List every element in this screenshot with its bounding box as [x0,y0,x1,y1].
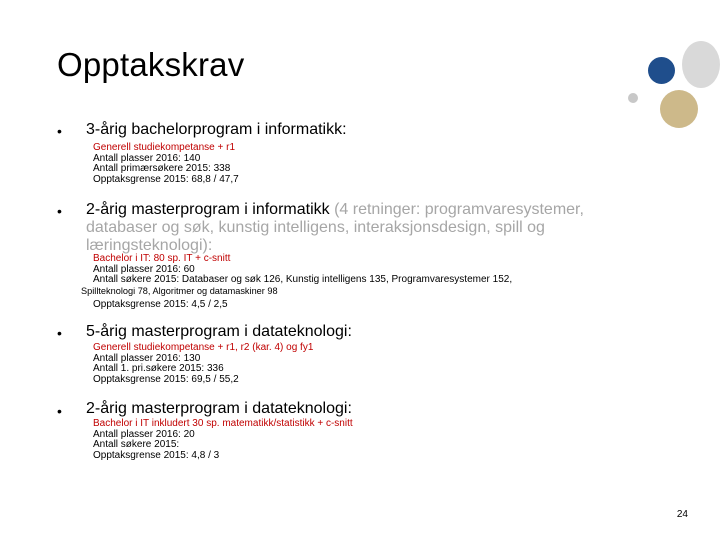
section-4-heading: 2-årig masterprogram i datateknologi: [86,400,352,417]
bullet-2: • [57,203,62,219]
section-1-line-1: Generell studiekompetanse + r1 [93,142,236,153]
section-4-line-1: Bachelor i IT inkludert 30 sp. matematikk/statistikk + c-snitt [93,418,353,429]
section-2-line-4: Spillteknologi 78, Algoritmer og datamaskiner 98 [81,285,278,296]
section-1-line-2: Antall plasser 2016: 140 [93,152,201,164]
section-2-heading-extra: (4 retninger: programvaresystemer, databaser og søk, kunstig intelligens, interaksjonsdesign, spill og læringsteknologi): [86,201,584,254]
section-2-line-3: Antall søkere 2015: Databaser og søk 126, Kunstig intelligens 135, Programvaresystemer 152, [93,274,513,285]
section-1-details [93,143,239,185]
bullet-1: • [57,123,62,139]
bullet-3: • [57,325,62,341]
bullet-4: • [57,403,62,419]
section-2-details [81,253,513,311]
section-4-line-3: Antall søkere 2015: [93,439,180,450]
section-3-line-3: Antall 1. pri.søkere 2015: 336 [93,363,224,374]
section-1-line-3: Antall primærsøkere 2015: 338 [93,163,231,174]
section-3-line-2: Antall plasser 2016: 130 [93,352,201,364]
section-1-heading: 3-årig bachelorprogram i informatikk: [86,121,347,138]
section-3-heading: 5-årig masterprogram i datateknologi: [86,323,352,340]
decor-circle-light-gray [682,41,720,88]
section-1-line-4: Opptaksgrense 2015: 68,8 / 47,7 [93,173,239,185]
section-3-line-1: Generell studiekompetanse + r1, r2 (kar. 4) og fy1 [93,342,314,353]
section-4-line-2: Antall plasser 2016: 20 [93,428,195,440]
section-2-line-2: Antall plasser 2016: 60 [93,263,195,275]
section-3-line-4: Opptaksgrense 2015: 69,5 / 55,2 [93,373,239,385]
section-2-heading-main: 2-årig masterprogram i informatikk [86,201,330,218]
section-2-line-1: Bachelor i IT: 80 sp. IT + c-snitt [93,253,231,264]
section-2-heading [86,201,626,255]
page-number: 24 [676,509,688,520]
decor-circle-navy [648,57,675,84]
decor-circle-gold [660,90,698,128]
section-4-line-4: Opptaksgrense 2015: 4,8 / 3 [93,449,220,461]
section-3-details [93,343,313,385]
section-4-details [93,419,353,461]
decor-circle-gray-small [628,93,638,103]
section-2-line-5: Opptaksgrense 2015: 4,5 / 2,5 [93,299,228,310]
slide-title: Opptakskrav [57,46,245,83]
